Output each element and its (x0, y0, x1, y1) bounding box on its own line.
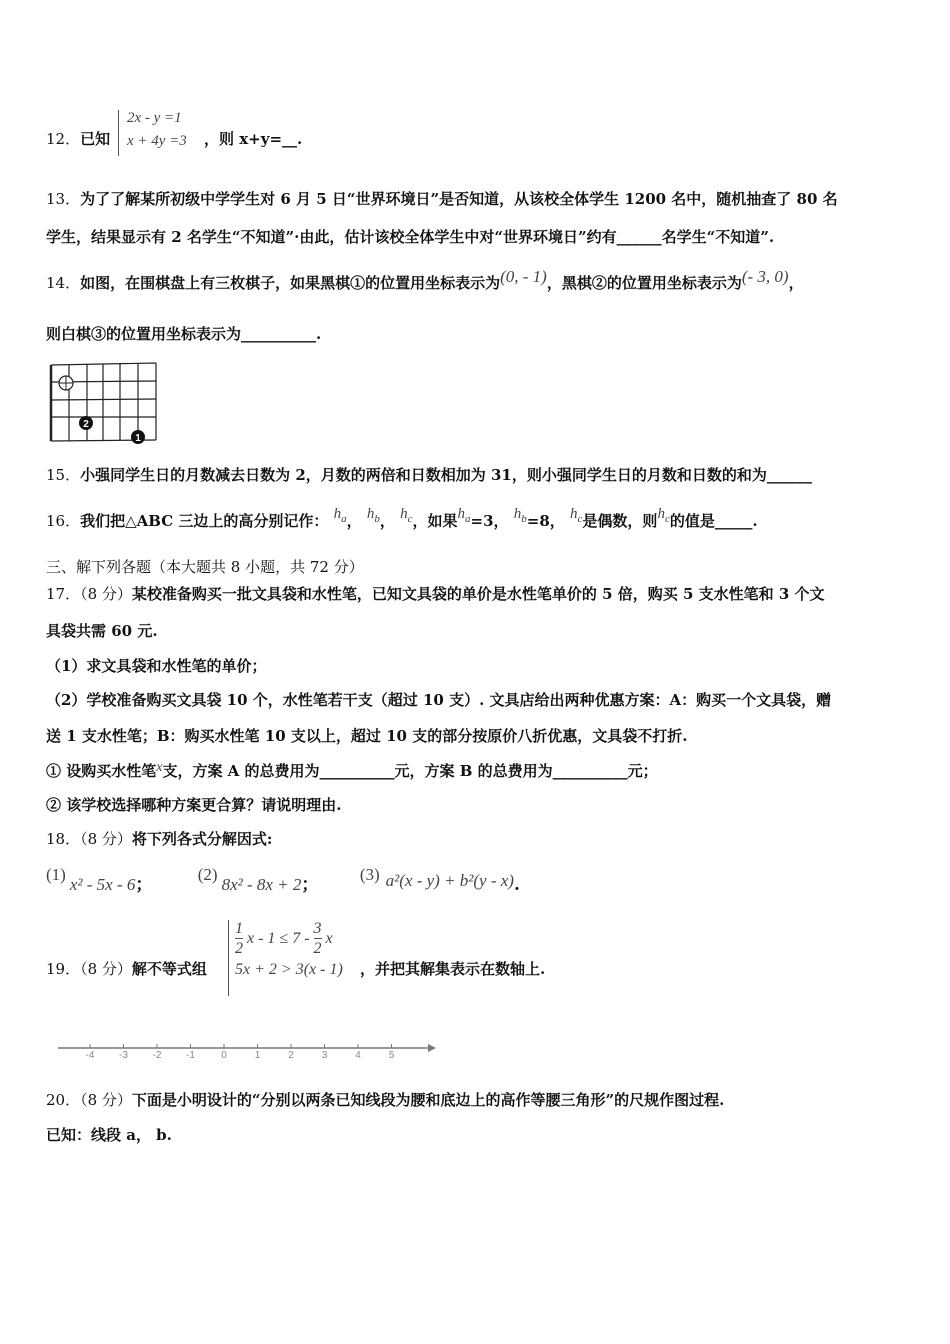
q16-hc: $h_c$ (400, 506, 413, 525)
q18-expr2: 8x² - 8x + 2 (221, 875, 302, 894)
q17-sub1: ① 设购买水性笔x支，方案 A 的总费用为__________元，方案 B 的总费用为__________元； (46, 760, 658, 780)
go-board-figure (48, 360, 160, 448)
number-line-label: -4 (85, 1050, 95, 1061)
points: （8 分） (80, 960, 132, 978)
q18-expr1: x² - 5x - 6 (69, 875, 136, 894)
q16-hc-2: $h_c$ (570, 506, 583, 525)
q14-line1: 14．如图，在围棋盘上有三枚棋子，如果黑棋①的位置用坐标表示为(0, - 1)，黑棋②的位置用坐标表示为(- 3, 0)， (46, 267, 804, 292)
q16-ha: $h_a$ (333, 506, 347, 525)
q15: 15．小强同学生日的月数减去日数为 2，月数的两倍和日数相加为 31，则小强同学生日的月数和日数的和为______ (46, 466, 812, 484)
q12 (46, 128, 110, 149)
q12-pre: 已知 (80, 130, 111, 148)
q19: 19．（8 分）解不等式组 (46, 960, 207, 978)
q14-coord1: (0, - 1) (500, 267, 547, 286)
black-stone-2-label: 2 (83, 419, 89, 430)
section-title: 三、解下列各题（本大题共 8 小题，共 72 分） (46, 558, 364, 576)
question-number: 18． (46, 830, 81, 848)
q17-line1: 17．（8 分）某校准备购买一批文具袋和水性笔，已知文具袋的单价是水性笔单价的 5 倍，购买 5 支水性笔和 3 个文 (46, 585, 825, 603)
points: （8 分） (80, 830, 132, 848)
q16-hb: $h_b$ (366, 506, 380, 525)
q16-hb-2: $h_b$ (513, 506, 527, 525)
number-line-label: 0 (221, 1050, 227, 1061)
number-line-label: 2 (288, 1050, 294, 1061)
q19-post: ，并把其解集表示在数轴上. (360, 960, 546, 978)
q12-eq1: 2x - y =1 (127, 110, 182, 126)
q14-line2: 则白棋③的位置用坐标表示为__________. (46, 325, 322, 343)
q12-equation-system (118, 110, 187, 156)
q20: 20．（8 分）下面是小明设计的“分别以两条已知线段为腰和底边上的高作等腰三角形”的尺规作图过程. (46, 1091, 725, 1109)
number-line-label: -1 (186, 1050, 195, 1061)
number-line-label: -2 (152, 1050, 162, 1061)
question-number: 19． (46, 960, 81, 978)
q19-inequality-system (228, 920, 343, 996)
question-number: 20． (46, 1091, 81, 1109)
points: （8 分） (80, 585, 132, 603)
number-line-label: -3 (119, 1050, 128, 1061)
question-number: 12． (46, 130, 81, 148)
points: （8 分） (80, 1091, 132, 1109)
question-number: 15． (46, 466, 81, 484)
q19-row2: 5x + 2 > 3(x - 1) (235, 961, 343, 979)
q17-sub2: ② 该学校选择哪种方案更合算？请说明理由. (46, 796, 342, 814)
q17-line2: 具袋共需 60 元. (46, 622, 158, 640)
number-line-label: 3 (321, 1050, 328, 1061)
question-number: 17． (46, 585, 81, 603)
white-stone-3 (59, 376, 73, 390)
q16-hc-3: $h_c$ (657, 506, 670, 525)
number-line-label: 5 (388, 1050, 395, 1061)
question-number: 16． (46, 512, 81, 530)
q14-coord2: (- 3, 0) (741, 267, 789, 286)
q18-expr3: a²(x - y) + b²(y - x) (385, 871, 514, 890)
question-number: 14． (46, 274, 81, 292)
q18: 18．（8 分）将下列各式分解因式: (46, 830, 273, 848)
q17-part2a: （2）学校准备购买文具袋 10 个，水性笔若干支（超过 10 支）. 文具店给出两种优惠方案：A：购买一个文具袋，赠 (46, 691, 832, 709)
q19-row1: 1 2 x - 1 ≤ 7 - 3 2 x (235, 920, 333, 957)
q12-post: ，则 x+y=__. (204, 130, 303, 148)
q18-expressions: (1)x² - 5x - 6； (2)8x² - 8x + 2； (3) a²(x - y) + b²(y - x). (46, 865, 520, 895)
q17-part1: （1）求文具袋和水性笔的单价； (46, 657, 267, 675)
number-line-label: 1 (254, 1050, 261, 1061)
q12-eq2: x + 4y =3 (127, 133, 187, 149)
q13-line1: 13．为了了解某所初级中学学生对 6 月 5 日“世界环境日”是否知道，从该校全体学生 1200 名中，随机抽查了 80 名 (46, 190, 838, 208)
q13-line2: 学生，结果显示有 2 名学生“不知道”·由此，估计该校全体学生中对“世界环境日”约有______名学生“不知道”. (46, 228, 775, 246)
question-number: 13． (46, 190, 81, 208)
black-stone-1-label: 1 (135, 433, 141, 444)
q16-ha-2: $h_a$ (457, 506, 471, 525)
q17-part2b: 送 1 支水性笔；B：购买水性笔 10 支以上，超过 10 支的部分按原价八折优惠，文具袋不打折. (46, 727, 688, 745)
number-line-label: 4 (355, 1050, 361, 1061)
q16: 16．我们把△ABC 三边上的高分别记作： $h_a$， $h_b$， $h_c$，如果$h_a=3$， $h_b=8$， $h_c$是偶数，则$h_c$的值是_____. (46, 506, 758, 530)
q20-given: 已知：线段 a， b. (46, 1126, 172, 1144)
number-line (56, 1034, 436, 1064)
